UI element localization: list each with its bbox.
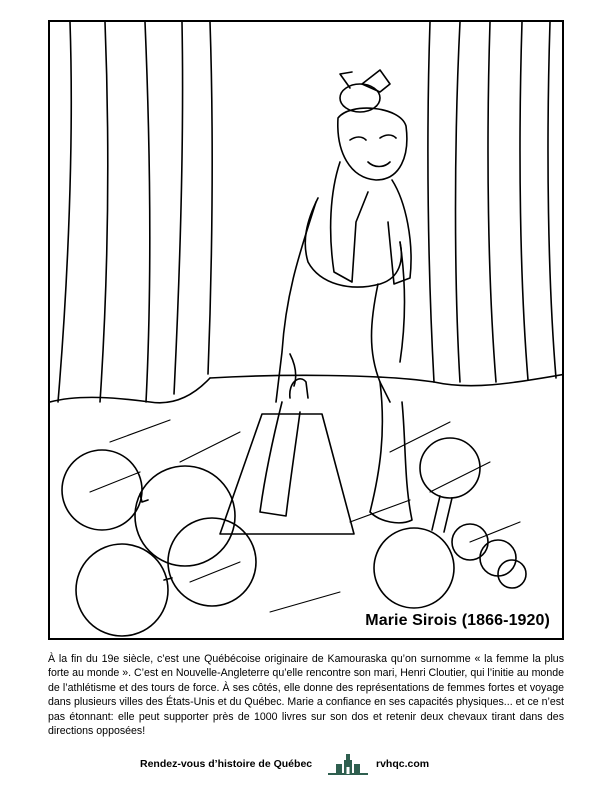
curtain-right (428, 22, 564, 386)
organization-name: Rendez-vous d’histoire de Québec (140, 758, 313, 770)
description-paragraph: À la fin du 19e siècle, c’est une Québécoise originaire de Kamouraska qu’on surnomme « la femme la plus forte au monde ». C’est en Nouvelle-Angleterre qu’elle rencontre son mari, Henri Cloutier, qui l’initie au monde de l’athlétisme et des tours de force. À ses côtés, elle donne des représentations de femmes fortes et voyage dans plusieurs villes des États-Unis et du Québec. Marie a confiance en ses capacités physiques... et ce n’est pas étonnant: elle peut supporter près de 1000 livres sur son dos et retenir deux chevaux tirant dans des directions opposées! (48, 653, 564, 738)
illustration-frame (48, 20, 564, 640)
dumbbells-left (62, 450, 256, 636)
strongwoman-figure (260, 70, 412, 523)
castle-tower-icon (328, 752, 368, 776)
backdrop-floor-line (210, 375, 434, 382)
curtain-left (50, 22, 212, 403)
coloring-illustration (50, 22, 564, 640)
website-url: rvhqc.com (376, 758, 430, 770)
page-footer (0, 752, 612, 778)
figure-caption: Marie Sirois (1866-1920) (365, 612, 550, 629)
floor-strokes (90, 420, 520, 612)
